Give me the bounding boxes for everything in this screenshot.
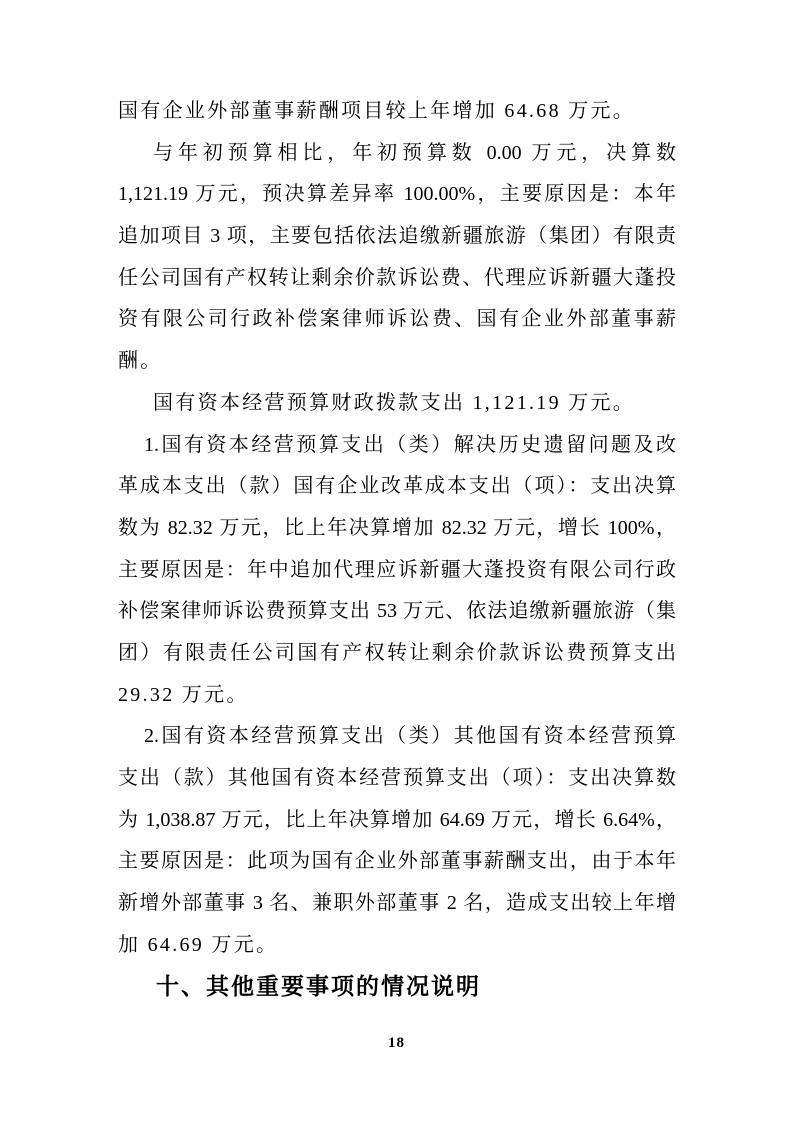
text-line: 新增外部董事 3 名、兼职外部董事 2 名，造成支出较上年增: [118, 892, 676, 915]
text-line: 与年初预算相比，年初预算数 0.00 万元，决算数: [153, 141, 676, 164]
text-line: 团）有限责任公司国有产权转让剩余价款诉讼费预算支出: [118, 641, 676, 664]
document-body: [118, 91, 676, 1008]
text-line: 支出（款）其他国有资本经营预算支出（项）：支出决算数: [118, 767, 676, 789]
text-line: 主要原因是：此项为国有企业外部董事薪酬支出，由于本年: [118, 850, 676, 873]
text-line: 加 64.69 万元。: [118, 933, 279, 956]
text-line: 29.32 万元。: [118, 683, 249, 706]
text-line: 追加项目 3 项，主要包括依法追缴新疆旅游（集团）有限责: [118, 225, 676, 248]
text-line: 任公司国有产权转让剩余价款诉讼费、代理应诉新疆大蓬投: [118, 266, 676, 289]
text-line: 资有限公司行政补偿案律师诉讼费、国有企业外部董事薪: [118, 308, 676, 331]
text-line: 1.国有资本经营预算支出（类）解决历史遗留问题及改: [144, 433, 676, 456]
text-line: 国有资本经营预算财政拨款支出 1,121.19 万元。: [153, 391, 636, 414]
text-line: 补偿案律师诉讼费预算支出 53 万元、依法追缴新疆旅游（集: [118, 600, 676, 623]
text-line: 数为 82.32 万元，比上年决算增加 82.32 万元，增长 100%，: [118, 516, 676, 539]
text-line: 主要原因是：年中追加代理应诉新疆大蓬投资有限公司行政: [118, 558, 676, 581]
text-line: 革成本支出（款）国有企业改革成本支出（项）：支出决算: [118, 475, 676, 498]
section-heading: 十、其他重要事项的情况说明: [156, 973, 481, 1000]
text-line: 为 1,038.87 万元，比上年决算增加 64.69 万元，增长 6.64%，: [118, 808, 676, 831]
text-line: 1,121.19 万元，预决算差异率 100.00%，主要原因是：本年: [118, 183, 676, 206]
text-line: 酬。: [118, 350, 163, 373]
page-number: 18: [388, 1035, 405, 1051]
text-line: 2.国有资本经营预算支出（类）其他国有资本经营预算: [144, 725, 676, 748]
text-line: 国有企业外部董事薪酬项目较上年增加 64.68 万元。: [118, 100, 636, 122]
